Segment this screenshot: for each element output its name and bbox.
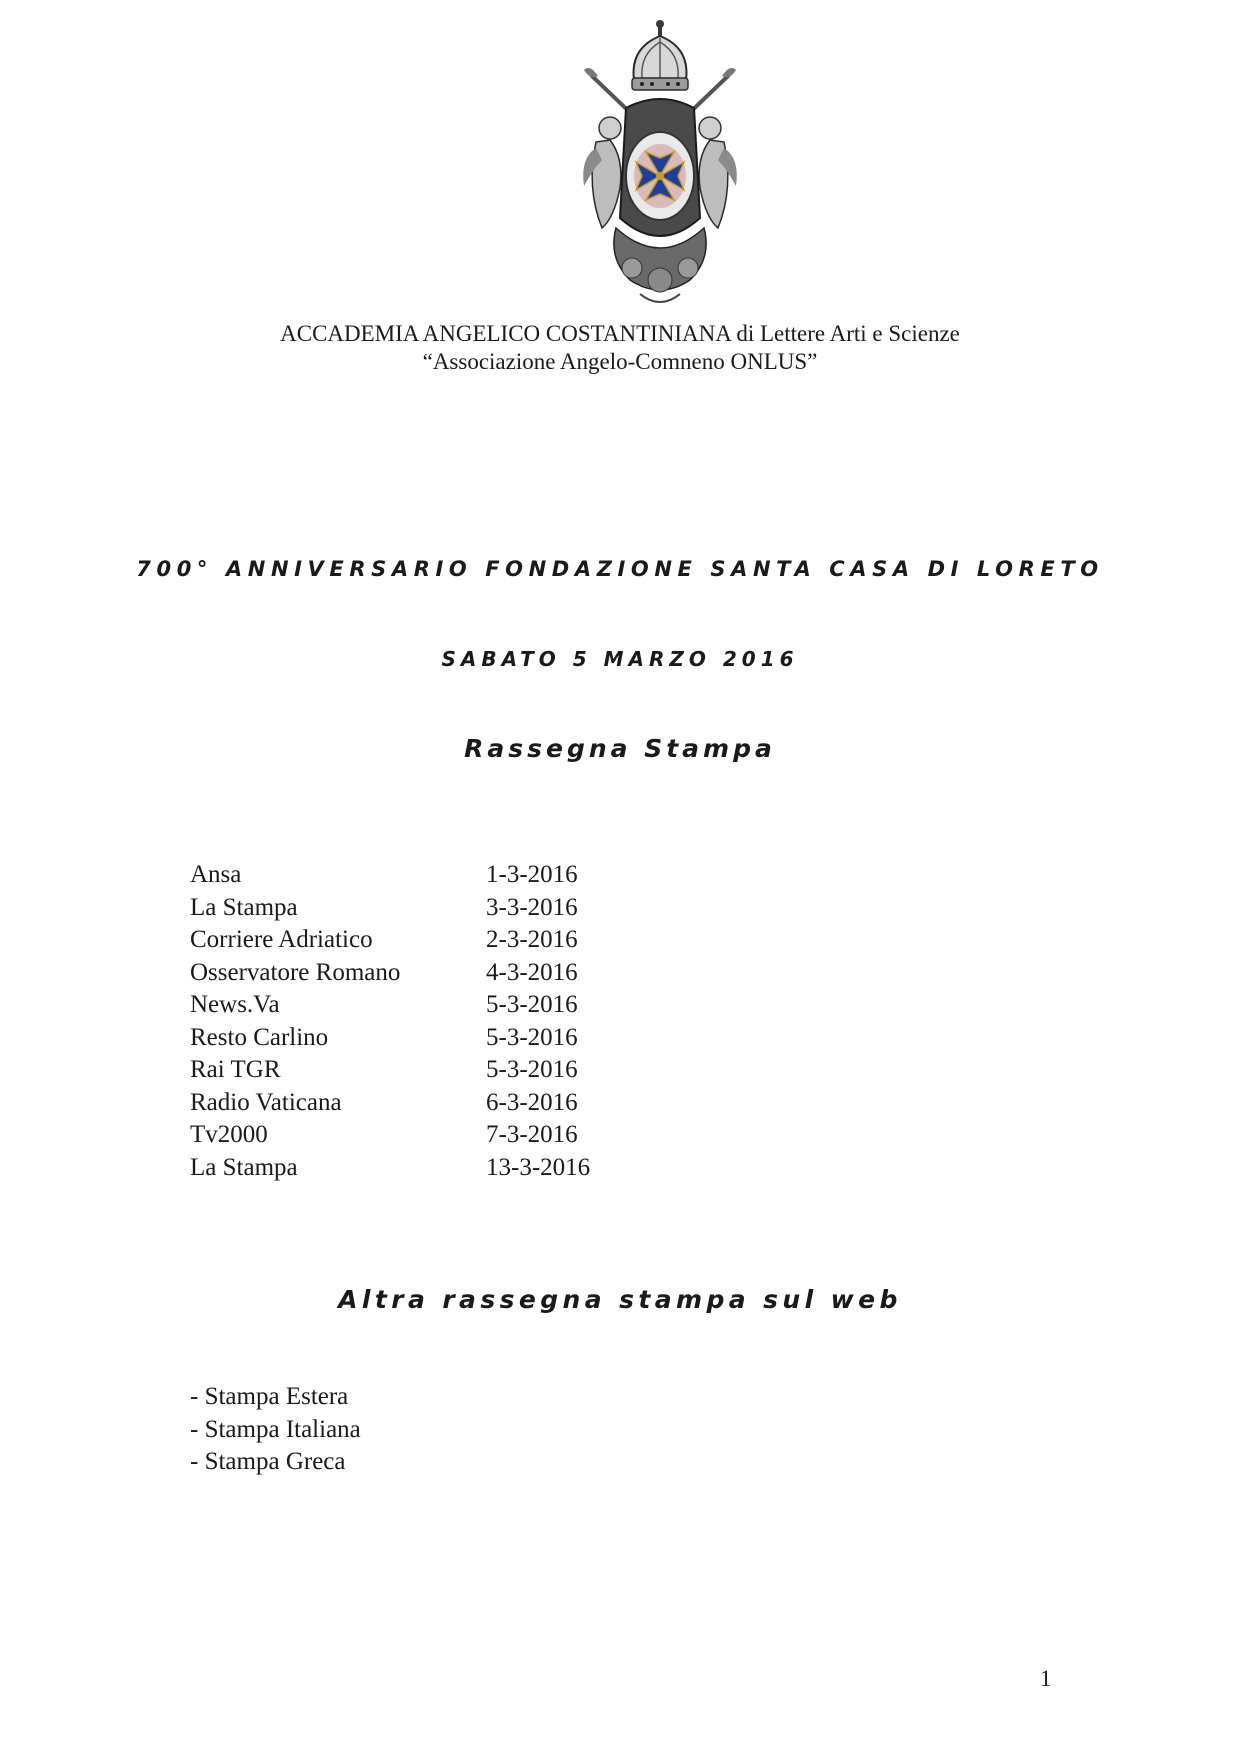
press-review-item	[190, 989, 690, 1022]
web-review-list	[190, 1381, 361, 1479]
press-date: 1-3-2016	[486, 861, 578, 888]
press-review-item	[190, 1152, 690, 1185]
press-source: Rai TGR	[190, 1056, 281, 1083]
press-source: Resto Carlino	[190, 1023, 329, 1051]
anniversary-title: 700° ANNIVERSARIO FONDAZIONE SANTA CASA DI LORETO	[136, 557, 1104, 581]
press-date: 4-3-2016	[486, 958, 578, 986]
press-date: 5-3-2016	[486, 991, 578, 1018]
press-source: Tv2000	[190, 1121, 268, 1148]
press-review-item	[190, 1054, 690, 1087]
press-date: 2-3-2016	[486, 926, 578, 953]
press-date: 6-3-2016	[486, 1088, 578, 1116]
page-number: 1	[1040, 1666, 1052, 1691]
press-review-item	[190, 1087, 690, 1120]
press-review-item	[190, 957, 690, 990]
press-review-item	[190, 1022, 690, 1055]
cross-icon	[634, 144, 686, 208]
web-review-item-foreign: - Stampa Estera	[190, 1383, 349, 1410]
crown-icon	[632, 20, 688, 90]
press-source: La Stampa	[190, 893, 298, 921]
press-source: La Stampa	[190, 1153, 298, 1181]
angel-right-icon	[699, 117, 737, 228]
press-source: News.Va	[190, 991, 280, 1018]
coat-of-arms-emblem	[580, 18, 740, 310]
web-review-item-italian: - Stampa Italiana	[190, 1415, 361, 1443]
floral-base-icon	[614, 228, 706, 302]
web-review-item-greek: - Stampa Greca	[190, 1448, 346, 1475]
press-date: 7-3-2016	[486, 1121, 578, 1148]
press-source: Corriere Adriatico	[190, 926, 373, 953]
press-date: 13-3-2016	[486, 1153, 591, 1181]
press-date: 3-3-2016	[486, 893, 578, 921]
press-review-item	[190, 892, 690, 925]
event-date: SABATO 5 MARZO 2016	[441, 647, 799, 671]
angel-left-icon	[583, 117, 621, 228]
web-review-heading: Altra rassegna stampa sul web	[338, 1285, 902, 1314]
press-review-item	[190, 924, 690, 957]
association-name: “Associazione Angelo-Comneno ONLUS”	[422, 349, 818, 374]
press-review-heading: Rassegna Stampa	[464, 734, 776, 763]
press-review-item	[190, 859, 690, 892]
press-source: Radio Vaticana	[190, 1088, 342, 1116]
press-review-item	[190, 1119, 690, 1152]
press-review-list	[190, 859, 690, 1184]
press-source: Ansa	[190, 861, 242, 888]
academy-name: ACCADEMIA ANGELICO COSTANTINIANA di Lettere Arti e Scienze	[280, 321, 960, 346]
press-source: Osservatore Romano	[190, 958, 401, 986]
press-date: 5-3-2016	[486, 1056, 578, 1083]
press-date: 5-3-2016	[486, 1023, 578, 1051]
